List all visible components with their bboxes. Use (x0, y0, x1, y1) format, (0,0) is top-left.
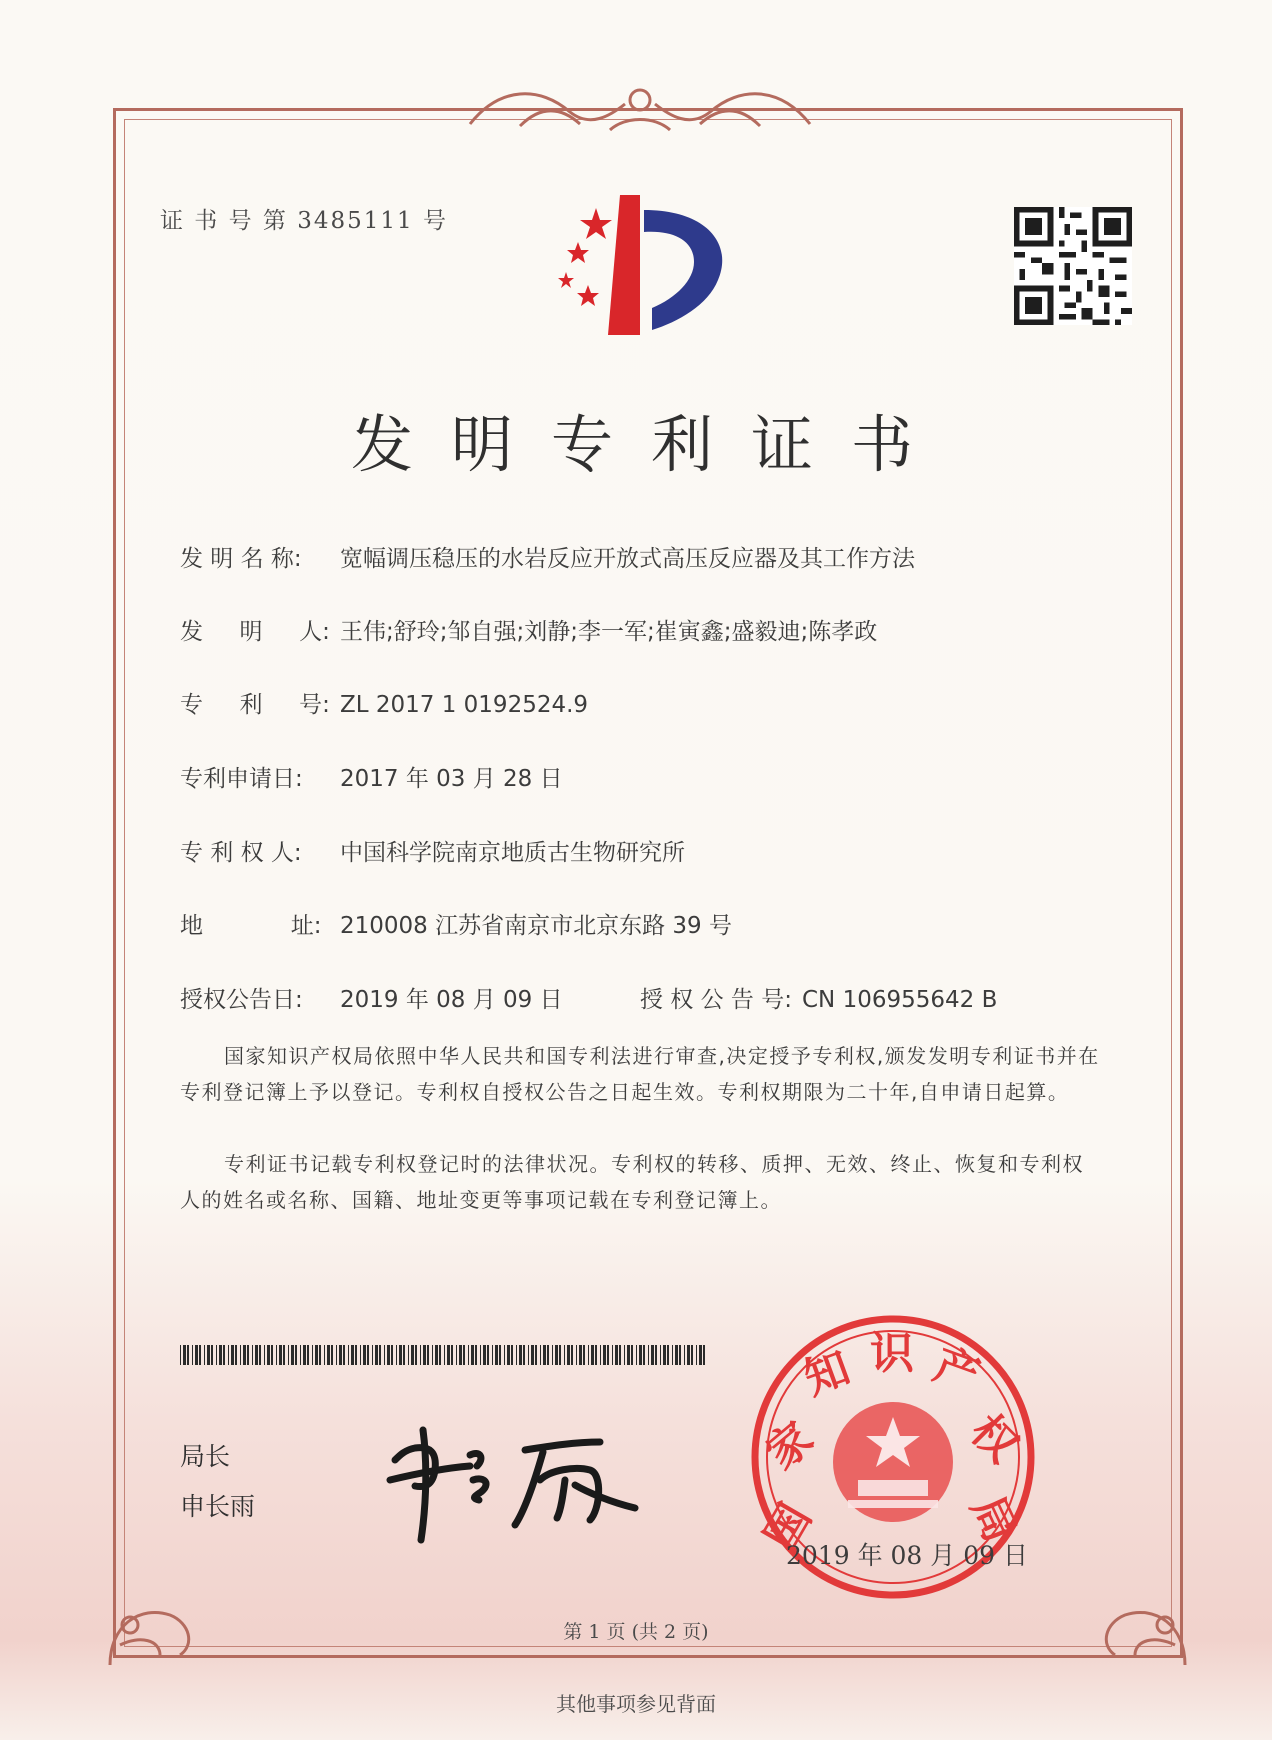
barcode-icon (180, 1345, 710, 1365)
director-title: 局长 (180, 1442, 231, 1471)
field-address (180, 907, 732, 940)
certificate-number: 证 书 号 第 3485111 号 (160, 208, 448, 234)
page-number: 第 1 页 (共 2 页) (563, 1621, 709, 1643)
field-invention-name (180, 540, 915, 573)
field-value: ZL 2017 1 0192524.9 (340, 692, 589, 718)
top-ornament (460, 76, 820, 146)
svg-text:权: 权 (960, 1405, 1028, 1473)
field-label: 专 利 权 人: (180, 840, 302, 866)
svg-text:识: 识 (870, 1328, 914, 1379)
field-label: 发 明 名 称: (180, 546, 302, 572)
field-label: 授权公告日: (180, 987, 303, 1013)
field-value: 王伟;舒玲;邹自强;刘静;李一军;崔寅鑫;盛毅迪;陈孝政 (340, 619, 878, 645)
field-announcement-number (640, 981, 997, 1014)
patent-office-logo-icon (548, 190, 758, 340)
svg-text:知: 知 (797, 1342, 857, 1406)
svg-text:产: 产 (927, 1339, 987, 1403)
field-application-date (180, 760, 563, 793)
field-label: 专利申请日: (180, 766, 303, 792)
statement-paragraph-1: 国家知识产权局依照中华人民共和国专利法进行审查,决定授予专利权,颁发发明专利证书并在专利登记簿上予以登记。专利权自授权公告之日起生效。专利权期限为二十年,自申请日起算。 (180, 1044, 1100, 1104)
director-name: 申长雨 (180, 1492, 256, 1521)
statement-paragraph-2: 专利证书记载专利权登记时的法律状况。专利权的转移、质押、无效、终止、恢复和专利权人的姓名或名称、国籍、地址变更等事项记载在专利登记簿上。 (180, 1152, 1084, 1212)
field-patent-number (180, 686, 588, 719)
seal-date: 2019 年 08 月 09 日 (786, 1541, 1028, 1570)
field-label: 地 址: (180, 913, 322, 939)
certificate-title: 发明专利证书 (350, 408, 951, 481)
svg-text:国: 国 (755, 1495, 822, 1560)
field-value: 2017 年 03 月 28 日 (340, 766, 563, 792)
field-value: 2019 年 08 月 09 日 (340, 987, 563, 1013)
svg-text:家: 家 (756, 1412, 824, 1480)
field-label: 发 明 人: (180, 619, 330, 645)
qr-code-icon[interactable] (1014, 207, 1132, 325)
footer-note: 其他事项参见背面 (556, 1692, 716, 1716)
field-value: 中国科学院南京地质古生物研究所 (340, 840, 685, 866)
signature-icon (375, 1400, 645, 1550)
field-value: 宽幅调压稳压的水岩反应开放式高压反应器及其工作方法 (340, 546, 915, 572)
field-value: 210008 江苏省南京市北京东路 39 号 (340, 913, 732, 939)
svg-text:局: 局 (960, 1488, 1026, 1550)
field-value: CN 106955642 B (802, 987, 998, 1013)
field-inventors (180, 613, 877, 646)
field-label: 授 权 公 告 号: (640, 987, 792, 1013)
field-grant-date (180, 981, 563, 1014)
field-patentee (180, 834, 685, 867)
field-label: 专 利 号: (180, 692, 330, 718)
